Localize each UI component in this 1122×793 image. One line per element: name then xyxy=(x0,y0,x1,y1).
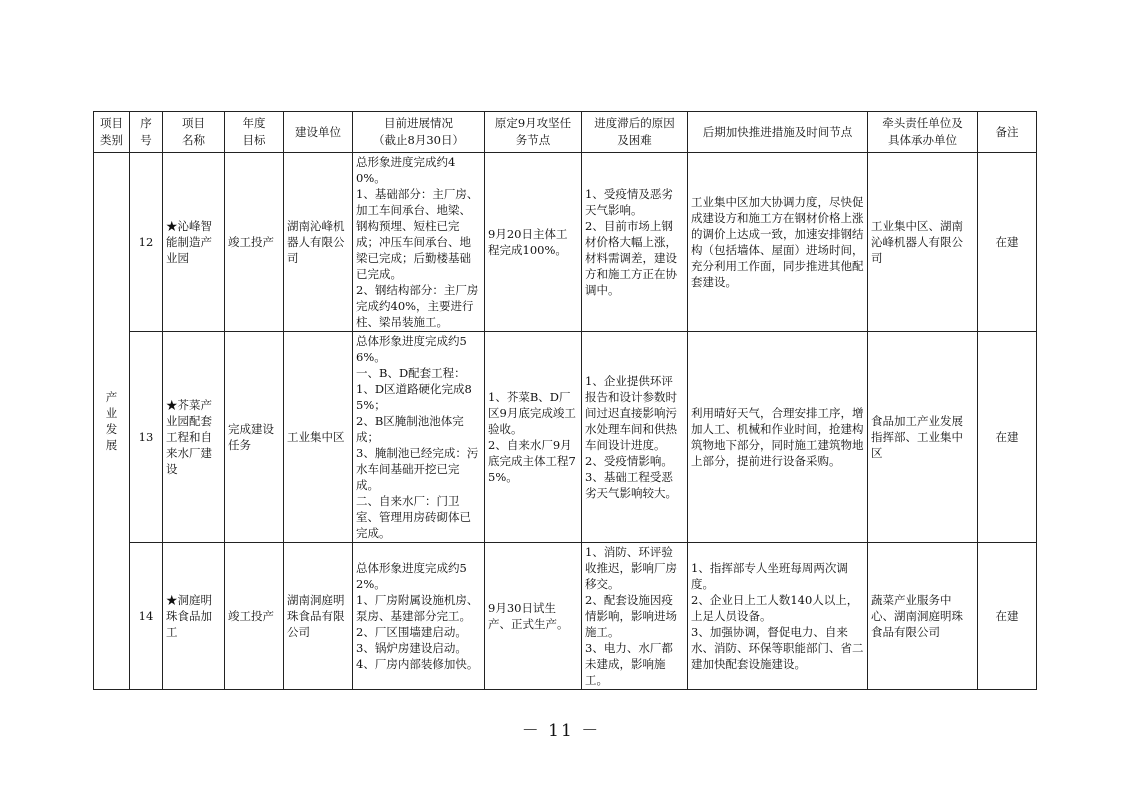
september-node: 9月20日主体工程完成100%。 xyxy=(485,153,582,332)
header-measures: 后期加快推进措施及时间节点 xyxy=(688,112,868,153)
measures: 利用晴好天气，合理安排工序，增加人工、机械和作业时间，抢建构筑物地下部分，同时施工建筑物地上部分，提前进行设备采购。 xyxy=(688,332,868,543)
header-category: 项目 类别 xyxy=(94,112,130,153)
header-delay-reason: 进度滞后的原因 及困难 xyxy=(582,112,688,153)
responsible-unit: 食品加工产业发展指挥部、工业集中区 xyxy=(868,332,978,543)
header-number: 序 号 xyxy=(130,112,163,153)
september-node: 9月30日试生产、正式生产。 xyxy=(485,543,582,690)
construction-unit: 湖南沁峰机器人有限公司 xyxy=(284,153,353,332)
category-cell: 产 业 发 展 xyxy=(94,153,130,690)
current-progress: 总体形象进度完成约56%。 一、B、D配套工程： 1、D区道路硬化完成85%； 2、B区腌制池池体完成； 3、腌制池已经完成：污水车间基础开挖已完成。 二、自来水厂：门卫室、管理用房砖砌体已完成。 xyxy=(353,332,485,543)
header-row xyxy=(94,112,1037,153)
annual-target: 完成建设任务 xyxy=(225,332,284,543)
table-row xyxy=(94,543,1037,690)
table-row xyxy=(94,153,1037,332)
remark: 在建 xyxy=(978,153,1037,332)
progress-table xyxy=(93,111,1037,690)
project-name: ★芥菜产业园配套工程和自来水厂建设 xyxy=(163,332,225,543)
page-number: － 11 － xyxy=(521,721,601,741)
responsible-unit: 蔬菜产业服务中心、湖南洞庭明珠食品有限公司 xyxy=(868,543,978,690)
annual-target: 竣工投产 xyxy=(225,153,284,332)
responsible-unit: 工业集中区、湖南沁峰机器人有限公司 xyxy=(868,153,978,332)
annual-target: 竣工投产 xyxy=(225,543,284,690)
header-responsible-unit: 牵头责任单位及 具体承办单位 xyxy=(868,112,978,153)
project-name: ★沁峰智能制造产业园 xyxy=(163,153,225,332)
delay-reason: 1、消防、环评验收推迟，影响厂房移交。 2、配套设施因疫情影响，影响进场施工。 3、电力、水厂都未建成，影响施工。 xyxy=(582,543,688,690)
current-progress: 总形象进度完成约40%。 1、基础部分：主厂房、加工车间承台、地梁、钢构预埋、短柱已完成；冲压车间承台、地梁已完成；后勤楼基础已完成。 2、钢结构部分：主厂房完成约40%，主要进行柱、梁吊装施工。 xyxy=(353,153,485,332)
row-number: 14 xyxy=(130,543,163,690)
remark: 在建 xyxy=(978,543,1037,690)
header-current-progress: 目前进展情况 （截止8月30日） xyxy=(353,112,485,153)
header-annual-target: 年度 目标 xyxy=(225,112,284,153)
remark: 在建 xyxy=(978,332,1037,543)
header-construction-unit: 建设单位 xyxy=(284,112,353,153)
row-number: 13 xyxy=(130,332,163,543)
september-node: 1、芥菜B、D厂区9月底完成竣工验收。 2、自来水厂9月底完成主体工程75%。 xyxy=(485,332,582,543)
row-number: 12 xyxy=(130,153,163,332)
delay-reason: 1、企业提供环评报告和设计参数时间过迟直接影响污水处理车间和供热车间设计进度。 2、受疫情影响。 3、基础工程受恶劣天气影响较大。 xyxy=(582,332,688,543)
construction-unit: 湖南洞庭明珠食品有限公司 xyxy=(284,543,353,690)
header-project-name: 项目 名称 xyxy=(163,112,225,153)
construction-unit: 工业集中区 xyxy=(284,332,353,543)
header-september-node: 原定9月攻坚任 务节点 xyxy=(485,112,582,153)
table-row xyxy=(94,332,1037,543)
current-progress: 总体形象进度完成约52%。 1、厂房附属设施机房、泵房、基建部分完工。 2、厂区围墙建启动。 3、锅炉房建设启动。 4、厂房内部装修加快。 xyxy=(353,543,485,690)
delay-reason: 1、受疫情及恶劣天气影响。 2、目前市场上钢材价格大幅上涨，材料需调差，建设方和施工方正在协调中。 xyxy=(582,153,688,332)
measures: 1、指挥部专人坐班每周两次调度。 2、企业日上工人数140人以上，上足人员设备。 3、加强协调，督促电力、自来水、消防、环保等职能部门、省二建加快配套设施建设。 xyxy=(688,543,868,690)
project-name: ★洞庭明珠食品加工 xyxy=(163,543,225,690)
header-remark: 备注 xyxy=(978,112,1037,153)
measures: 工业集中区加大协调力度，尽快促成建设方和施工方在钢材价格上涨的调价上达成一致，加速安排钢结构（包括墙体、屋面）进场时间，充分利用工作面，同步推进其他配套建设。 xyxy=(688,153,868,332)
